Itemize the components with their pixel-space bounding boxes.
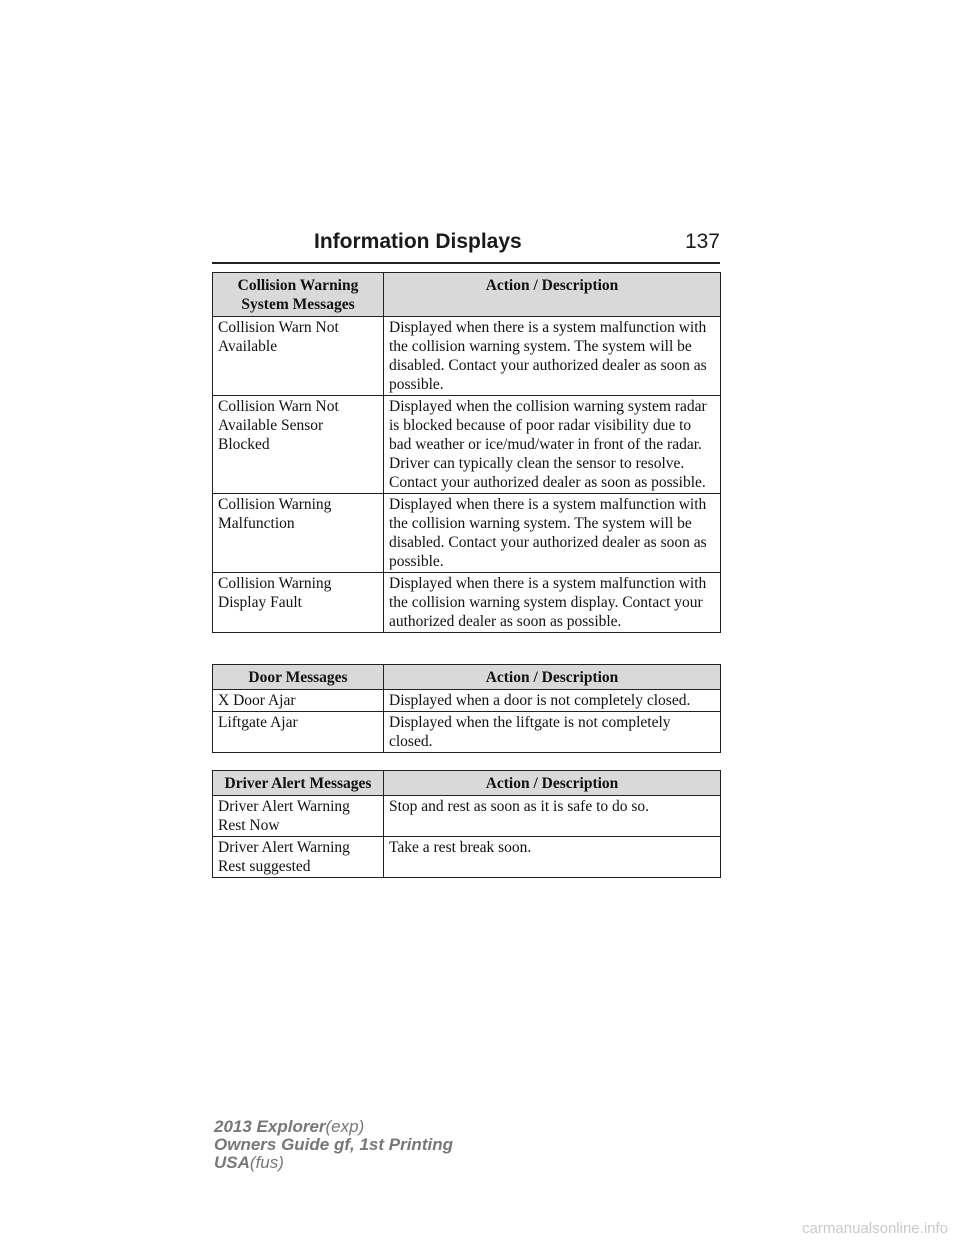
- page-number: 137: [684, 230, 720, 253]
- message-cell: Driver Alert Warning Rest suggested: [213, 837, 384, 878]
- column-header: Door Messages: [213, 665, 384, 690]
- message-cell: Collision Warning Display Fault: [213, 573, 384, 633]
- message-cell: Driver Alert Warning Rest Now: [213, 796, 384, 837]
- footer-model: 2013 Explorer: [214, 1117, 326, 1136]
- description-cell: Take a rest break soon.: [384, 837, 721, 878]
- message-cell: Collision Warn Not Available: [213, 317, 384, 396]
- table-row: [213, 317, 721, 396]
- description-cell: Displayed when the collision warning system radar is blocked because of poor radar visibility due to bad weather or ice/mud/water in front of the radar. Driver can typically clean the sensor to resolve. Contact your authorized dealer as soon as possible.: [384, 396, 721, 494]
- footer-line-2: [214, 1136, 453, 1154]
- footer-printing: Owners Guide gf, 1st Printing: [214, 1135, 453, 1154]
- description-cell: Displayed when there is a system malfunction with the collision warning system. The system will be disabled. Contact your authorized dealer as soon as possible.: [384, 494, 721, 573]
- message-cell: Liftgate Ajar: [213, 712, 384, 753]
- message-cell: Collision Warning Malfunction: [213, 494, 384, 573]
- column-header: Action / Description: [384, 273, 721, 317]
- page-header: [212, 230, 720, 264]
- table-row: [213, 796, 721, 837]
- description-cell: Stop and rest as soon as it is safe to do so.: [384, 796, 721, 837]
- collision-warning-table: [212, 272, 721, 633]
- table-row: [213, 573, 721, 633]
- description-cell: Displayed when there is a system malfunction with the collision warning system display. Contact your authorized dealer as soon as possible.: [384, 573, 721, 633]
- footer-line-3: [214, 1154, 453, 1172]
- footer-model-code: (exp): [325, 1117, 365, 1136]
- table-row: [213, 494, 721, 573]
- table-header-row: [213, 771, 721, 796]
- header-rule: [212, 262, 720, 264]
- description-cell: Displayed when the liftgate is not completely closed.: [384, 712, 721, 753]
- table-row: [213, 837, 721, 878]
- footer-region: USA: [214, 1153, 250, 1172]
- table-header-row: [213, 273, 721, 317]
- print-footer: [214, 1118, 453, 1172]
- page-title: Information Displays: [314, 230, 522, 253]
- door-messages-table: [212, 664, 721, 753]
- footer-line-1: [214, 1118, 453, 1136]
- footer-region-code: (fus): [249, 1153, 284, 1172]
- column-header: Action / Description: [384, 771, 721, 796]
- table-row: [213, 690, 721, 712]
- table-header-row: [213, 665, 721, 690]
- column-header: Driver Alert Messages: [213, 771, 384, 796]
- description-cell: Displayed when there is a system malfunction with the collision warning system. The system will be disabled. Contact your authorized dealer as soon as possible.: [384, 317, 721, 396]
- driver-alert-table: [212, 770, 721, 878]
- column-header: Collision Warning System Messages: [213, 273, 384, 317]
- description-cell: Displayed when a door is not completely closed.: [384, 690, 721, 712]
- message-cell: X Door Ajar: [213, 690, 384, 712]
- table-row: [213, 396, 721, 494]
- watermark: carmanualsonline.info: [802, 1220, 948, 1237]
- message-cell: Collision Warn Not Available Sensor Blocked: [213, 396, 384, 494]
- table-row: [213, 712, 721, 753]
- column-header: Action / Description: [384, 665, 721, 690]
